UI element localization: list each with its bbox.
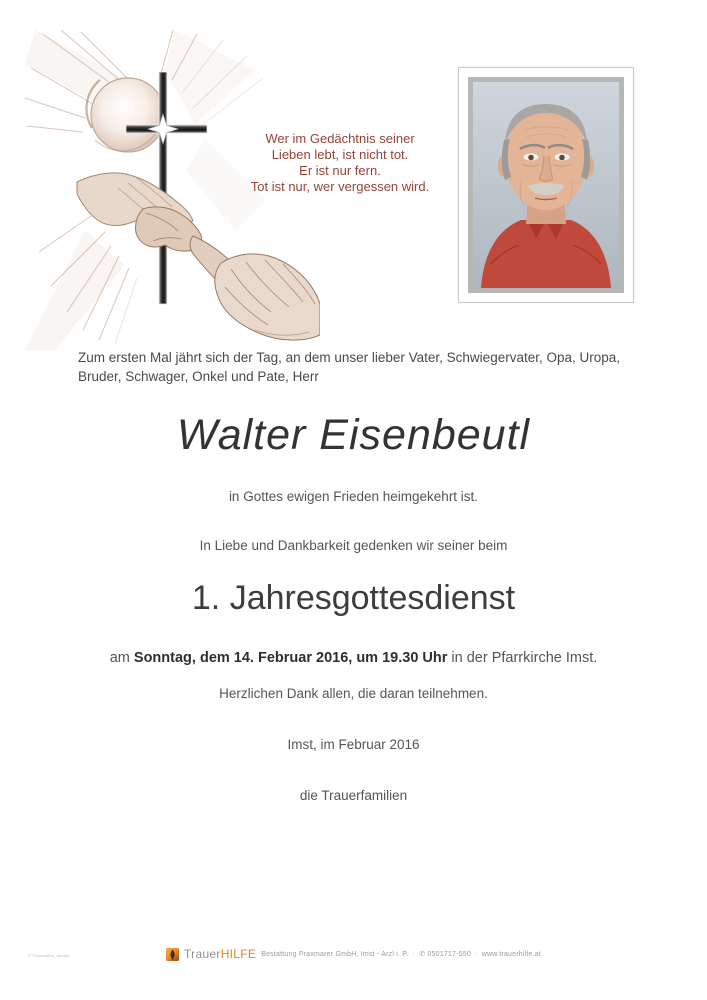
intro-line: Zum ersten Mal jährt sich der Tag, an dem unser lieber Vater, Schwiegervater, Opa, Uropa,	[78, 350, 621, 365]
footer-separator: ·	[412, 951, 416, 958]
brand-gray: Trauer	[184, 947, 221, 961]
verse-line: Tot ist nur, wer vergessen wird.	[250, 179, 430, 194]
verse-line: Er ist nur fern.	[299, 163, 381, 178]
footer	[0, 947, 707, 961]
event-title: 1. Jahresgottesdienst	[191, 579, 516, 617]
footer-info	[261, 950, 541, 958]
gratitude-line: In Liebe und Dankbarkeit gedenken wir seiner beim	[199, 538, 508, 553]
family-line: die Trauerfamilien	[299, 788, 408, 803]
copyright-note: © TrauerHilfe_design	[28, 953, 70, 958]
footer-website: www.trauerhilfe.at	[481, 951, 541, 958]
date-suffix: in der Pfarrkirche Imst.	[447, 650, 598, 666]
thanks-line: Herzlichen Dank allen, die daran teilnehmen.	[219, 686, 488, 701]
footer-separator: ·	[475, 951, 478, 958]
returned-line: in Gottes ewigen Frieden heimgekehrt ist.	[228, 489, 479, 504]
footer-brand	[184, 947, 256, 961]
date-bold: Sonntag, dem 14. Februar 2016, um 19.30 Uhr	[133, 650, 448, 666]
announcement-intro	[78, 349, 653, 386]
portrait-photo-image	[473, 82, 619, 288]
phone-icon: ✆	[419, 951, 426, 958]
portrait-photo	[468, 77, 624, 293]
verse-line: Wer im Gedächtnis seiner	[265, 131, 415, 146]
halo-circle	[91, 78, 165, 152]
trauerhilfe-logo-icon	[166, 948, 179, 961]
footer-phone: 0501717-550	[427, 951, 471, 958]
brand-orange: HILFE	[220, 947, 257, 961]
footer-company: Bestattung Praxmarer GmbH, Imst - Arzl i. P.	[261, 951, 409, 958]
robe-sleeve	[215, 254, 320, 340]
intro-line: Bruder, Schwager, Onkel und Pate, Herr	[78, 368, 319, 384]
event-date-line	[0, 650, 707, 666]
verse-line: Lieben lebt, ist nicht tot.	[271, 147, 409, 162]
place-date-line: Imst, im Februar 2016	[287, 737, 420, 752]
portrait-photo-frame	[458, 67, 634, 303]
deceased-name: Walter Eisenbeutl	[176, 411, 531, 459]
date-prefix: am	[109, 650, 134, 666]
memorial-verse	[235, 131, 445, 195]
